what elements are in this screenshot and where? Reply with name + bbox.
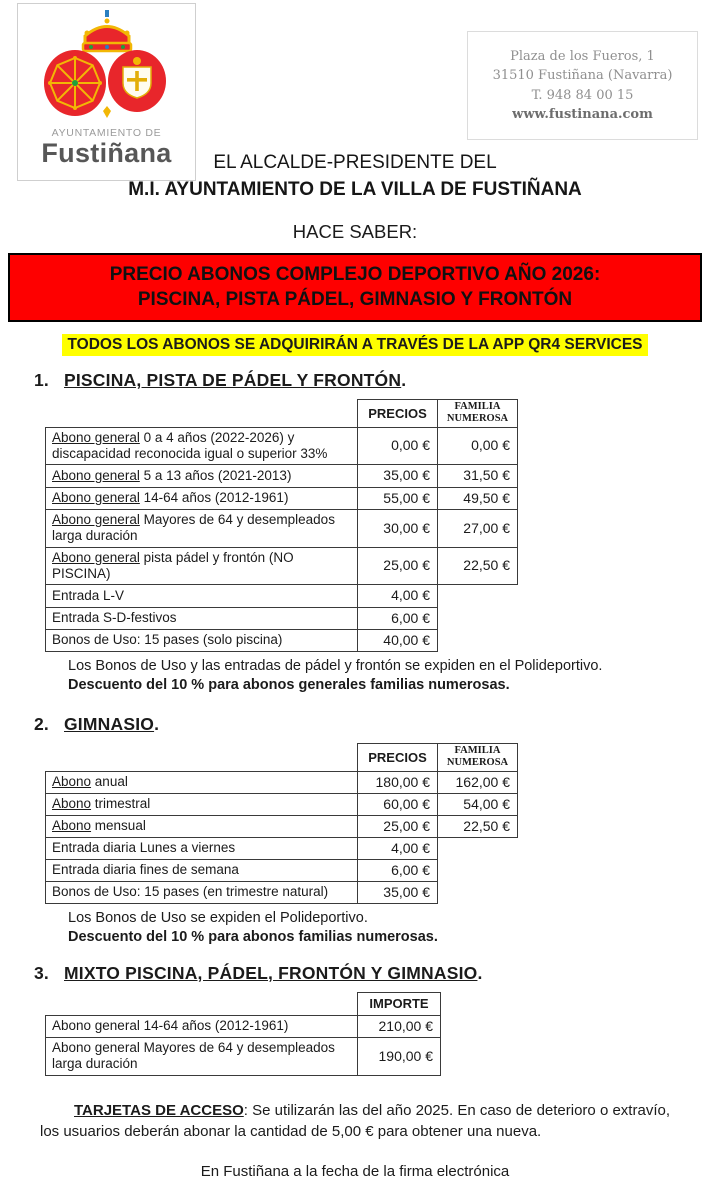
column-header-precios: PRECIOS (358, 400, 438, 427)
price-banner (8, 253, 702, 322)
row-label: Abono general 0 a 4 años (2022-2026) y discapacidad reconocida igual o superior 33% (46, 427, 358, 465)
familia-cell: 162,00 € (438, 771, 518, 793)
note-descuento-piscina: Descuento del 10 % para abonos generales familias numerosas. (68, 676, 510, 693)
row-label: Bonos de Uso: 15 pases (solo piscina) (46, 629, 358, 651)
section-title: MIXTO PISCINA, PÁDEL, FRONTÓN Y GIMNASIO (64, 962, 478, 983)
importe-cell: 190,00 € (358, 1037, 441, 1075)
section-number: 1. (34, 370, 49, 391)
row-label: Abono anual (46, 771, 358, 793)
blank-cell (46, 744, 358, 771)
price-cell: 30,00 € (358, 509, 438, 547)
table-row (46, 771, 518, 793)
table-row (46, 859, 518, 881)
logo-caption: AYUNTAMIENTO DE (51, 127, 162, 139)
notice-row (0, 334, 710, 356)
pendant-icon (103, 106, 111, 118)
price-cell: 25,00 € (358, 547, 438, 585)
column-header-familia: FAMILIA NUMEROSA (438, 400, 518, 427)
tarjetas-text: : Se utilizarán las del año 2025. En caso de deterioro o extravío, los usuarios deberán abonar la cantidad de 5,00 € para obtener una nueva. (40, 1101, 670, 1141)
row-label: Entrada L-V (46, 585, 358, 607)
row-label: Abono general 14-64 años (2012-1961) (46, 487, 358, 509)
section-title: PISCINA, PISTA DE PÁDEL Y FRONTÓN (64, 370, 402, 391)
price-cell: 4,00 € (358, 837, 438, 859)
table-row (46, 881, 518, 903)
familia-cell: 0,00 € (438, 427, 518, 465)
crown-icon (83, 10, 131, 51)
piscina-price-table (45, 399, 518, 651)
price-cell: 60,00 € (358, 793, 438, 815)
price-cell: 180,00 € (358, 771, 438, 793)
row-label: Abono general 5 a 13 años (2021-2013) (46, 465, 358, 487)
title-line-1: EL ALCALDE-PRESIDENTE DEL (213, 152, 497, 173)
logo-name: Fustiñana (41, 138, 172, 168)
letterhead (0, 0, 710, 205)
address-line: 31510 Fustiñana (Navarra) (492, 68, 673, 83)
table-row (46, 427, 518, 465)
note-bonos-gimnasio: Los Bonos de Uso se expiden el Polideportivo. (68, 909, 368, 926)
section-title-period: . (154, 714, 160, 735)
familia-cell: 22,50 € (438, 547, 518, 585)
note-bonos-piscina: Los Bonos de Uso y las entradas de pádel y frontón se expiden en el Polideportivo. (68, 657, 603, 674)
table-row (46, 837, 518, 859)
phone-number: T. 948 84 00 15 (531, 87, 634, 103)
table-row (46, 815, 518, 837)
section-3-heading (34, 963, 710, 984)
row-label: Bonos de Uso: 15 pases (en trimestre natural) (46, 881, 358, 903)
document-title (0, 150, 710, 204)
familia-cell: 31,50 € (438, 465, 518, 487)
table-row (46, 1015, 441, 1037)
price-cell: 35,00 € (358, 465, 438, 487)
price-cell: 25,00 € (358, 815, 438, 837)
price-cell: 0,00 € (358, 427, 438, 465)
row-label: Entrada diaria Lunes a viernes (46, 837, 358, 859)
blank-cell (46, 992, 358, 1015)
row-label: Entrada diaria fines de semana (46, 859, 358, 881)
blank-cell (46, 400, 358, 427)
familia-cell: 49,50 € (438, 487, 518, 509)
row-label: Entrada S-D-festivos (46, 607, 358, 629)
section-title-period: . (401, 370, 407, 391)
table-header-row (46, 992, 441, 1015)
price-cell: 6,00 € (358, 859, 438, 881)
row-label: Abono general pista pádel y frontón (NO PISCINA) (46, 547, 358, 585)
app-notice: TODOS LOS ABONOS SE ADQUIRIRÁN A TRAVÉS DE LA APP QR4 SERVICES (62, 334, 647, 356)
banner-line-1: PRECIO ABONOS COMPLEJO DEPORTIVO AÑO 2026: (109, 264, 601, 285)
row-label: Abono general 14-64 años (2012-1961) (46, 1015, 358, 1037)
section-1-heading (34, 370, 710, 391)
hace-saber-line: HACE SABER: (292, 221, 418, 242)
table-row (46, 465, 518, 487)
gimnasio-price-table (45, 743, 518, 904)
column-header-familia: FAMILIA NUMEROSA (438, 744, 518, 771)
row-label: Abono general Mayores de 64 y desempleados larga duración (46, 1037, 358, 1075)
tarjetas-label: TARJETAS DE ACCESO (74, 1101, 244, 1119)
section-number: 2. (34, 714, 49, 735)
table-row (46, 1037, 441, 1075)
mixto-price-table (45, 992, 441, 1076)
note-descuento-gimnasio: Descuento del 10 % para abonos familias numerosas. (68, 928, 438, 945)
title-line-2: M.I. AYUNTAMIENTO DE LA VILLA DE FUSTIÑANA (128, 178, 582, 200)
price-cell: 40,00 € (358, 629, 438, 651)
signature-line: En Fustiñana a la fecha de la firma electrónica (200, 1163, 510, 1181)
cross-shield-icon (108, 50, 166, 112)
familia-cell: 54,00 € (438, 793, 518, 815)
price-cell: 4,00 € (358, 585, 438, 607)
row-label: Abono mensual (46, 815, 358, 837)
table-row (46, 793, 518, 815)
column-header-importe: IMPORTE (358, 992, 441, 1015)
row-label: Abono trimestral (46, 793, 358, 815)
navarra-shield-icon (44, 50, 106, 116)
table-header-row (46, 744, 518, 771)
price-cell: 35,00 € (358, 881, 438, 903)
website-text: www.fustinana.com (512, 107, 653, 122)
section-title: GIMNASIO (64, 714, 155, 735)
column-header-precios: PRECIOS (358, 744, 438, 771)
section-number: 3. (34, 962, 49, 983)
table-header-row (46, 400, 518, 427)
banner-line-2: PISCINA, PISTA PÁDEL, GIMNASIO Y FRONTÓN (137, 288, 573, 310)
section-title-period: . (477, 962, 483, 983)
address-line: Plaza de los Fueros, 1 (510, 48, 655, 64)
table-row (46, 509, 518, 547)
table-row (46, 607, 518, 629)
table-row (46, 585, 518, 607)
section-2-heading (34, 714, 710, 735)
price-cell: 6,00 € (358, 607, 438, 629)
familia-cell: 22,50 € (438, 815, 518, 837)
tarjetas-paragraph (40, 1100, 670, 1144)
coat-of-arms-icon (38, 9, 176, 121)
familia-cell: 27,00 € (438, 509, 518, 547)
contact-box (467, 31, 698, 140)
row-label: Abono general Mayores de 64 y desempleados larga duración (46, 509, 358, 547)
importe-cell: 210,00 € (358, 1015, 441, 1037)
price-cell: 55,00 € (358, 487, 438, 509)
table-row (46, 629, 518, 651)
table-row (46, 487, 518, 509)
table-row (46, 547, 518, 585)
